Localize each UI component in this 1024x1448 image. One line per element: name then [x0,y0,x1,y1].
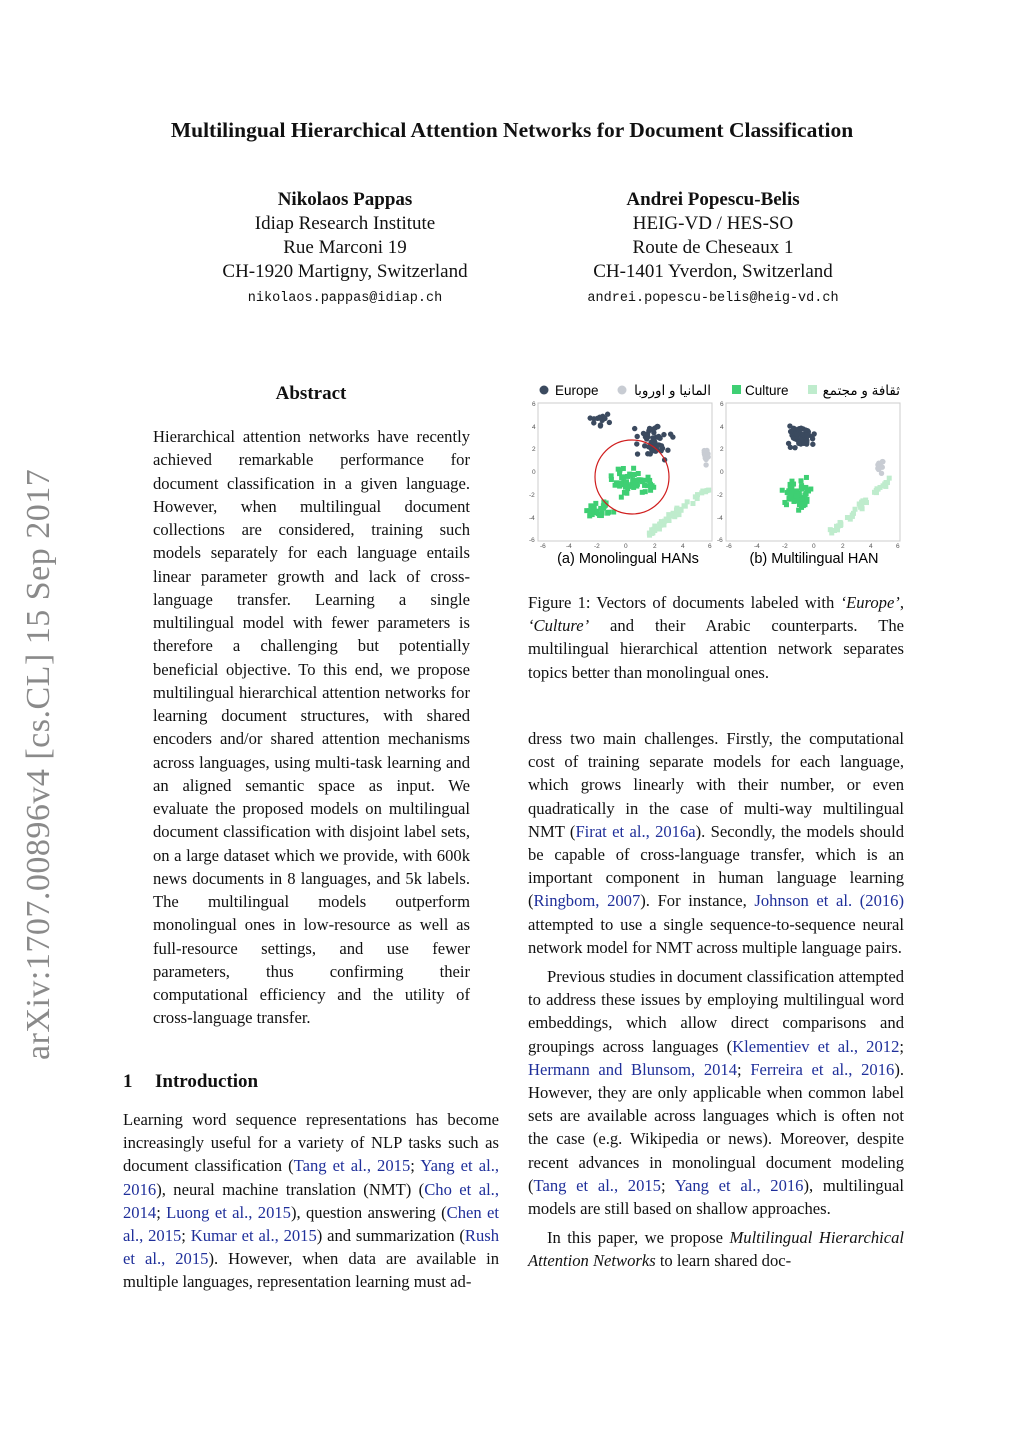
x-tick: -6 [726,543,732,550]
point-culture [619,495,624,500]
point-culture [588,511,593,516]
point-culture [791,499,796,504]
x-tick: 2 [841,543,845,550]
point-culture-ar [829,530,834,535]
x-tick: 6 [896,543,900,550]
point-europe [791,426,796,431]
citation-link[interactable]: Firat et al., 2016a [575,821,696,841]
arxiv-stamp: arXiv:1707.00896v4 [cs.CL] 15 Sep 2017 [20,468,57,1060]
point-europe [602,416,607,421]
point-culture-ar [685,499,690,504]
figure-caption: Figure 1: Vectors of documents labeled with ‘Europe’, ‘Culture’ and their Arabic counterparts. The multilingual hierarchical attention network separates topics better than monolingual ones. [528,593,904,682]
legend-marker-culture-ar [808,385,817,394]
author-block-1 [195,188,495,311]
author-affiliation: HEIG-VD / HES-SO [632,213,794,234]
point-culture [617,481,622,486]
point-culture [804,475,809,480]
y-tick: -6 [717,537,723,544]
citation-link[interactable]: Hermann and Blunsom, 2014 [528,1059,738,1079]
point-culture [790,489,795,494]
point-culture-ar [664,517,669,522]
x-tick: -2 [594,543,600,550]
citation-link[interactable]: Yang et al., 2016 [123,1156,499,1199]
point-culture [601,503,606,508]
point-europe-ar [875,466,880,471]
y-tick: 4 [532,424,536,431]
point-culture [646,475,651,480]
citation-link[interactable]: Cho et al., 2014 [123,1179,499,1222]
author-name: Andrei Popescu-Belis [626,189,800,210]
citation-link[interactable]: Johnson et al. (2016) [754,891,905,911]
point-culture-ar [690,501,695,506]
point-europe [635,451,640,456]
point-culture [636,471,641,476]
point-culture [636,477,641,482]
paragraph: Previous studies in document classification attempted to address these issues by employing multilingual word embeddings, which allow direct comparisons and groupings across languages (Klementiev et al., 2012; Hermann and Blunsom, 2014; Ferreira et al., 2016). However, they are only applicable when common label sets are available across languages which is often not the case (e.g. Wikipedia or news). Moreover, despite recent advances in monolingual document modeling (Tang et al., 2015; Yang et al., 2016), multilingual models are still based on shallow approaches. [528,967,904,1219]
section-number: 1 [123,1071,133,1092]
x-tick: 2 [653,543,657,550]
point-culture-ar [858,505,863,510]
legend-culture-ar: ثقافة و مجتمع [822,383,900,398]
point-europe-ar [703,453,708,458]
point-culture-ar [674,512,679,517]
author-address: Route de Cheseaux 1 [632,237,794,258]
point-culture [799,502,804,507]
point-culture-ar [864,500,869,505]
point-europe [607,420,612,425]
point-culture [605,511,610,516]
author-address: CH-1920 Martigny, Switzerland [222,261,468,282]
point-europe [796,439,801,444]
citation-link[interactable]: Kumar et al., 2015 [190,1226,317,1246]
citation-link[interactable]: Chen et al., 2015 [123,1202,500,1246]
point-culture [805,497,810,502]
point-culture [632,480,637,485]
point-culture [622,490,627,495]
point-europe [597,415,602,420]
point-culture [621,474,626,479]
x-tick: 0 [812,543,816,550]
point-europe [634,441,639,446]
point-culture [794,493,799,498]
point-culture-ar [885,480,890,485]
point-culture-ar [887,476,892,481]
paper-title: Multilingual Hierarchical Attention Networks for Document Classification [170,118,854,142]
subplot-b [726,403,900,541]
x-tick: 6 [708,543,712,550]
citation-link[interactable]: Klementiev et al., 2012 [732,1036,900,1056]
point-culture-ar [838,520,843,525]
y-tick: -4 [717,515,723,522]
y-tick: -2 [717,492,723,499]
point-europe [810,442,815,447]
point-europe [632,426,637,431]
section-heading [123,1071,258,1093]
point-culture [780,488,785,493]
point-culture-ar [845,515,850,520]
citation-link[interactable]: Luong et al., 2015 [166,1202,291,1222]
legend-europe: Europe [555,383,599,398]
figure-1 [528,375,908,575]
point-culture [649,484,654,489]
y-tick: 6 [720,401,724,408]
point-culture [799,485,804,490]
point-europe-ar [880,459,885,464]
x-tick: -6 [540,543,546,550]
y-tick: 0 [720,469,724,476]
point-culture [631,466,636,471]
author-address: Rue Marconi 19 [283,237,407,258]
subplot-a [538,403,712,541]
point-europe [803,427,808,432]
point-europe [644,436,649,441]
paragraph: Learning word sequence representations has become increasingly useful for a variety of NLP tasks such as document classification (Tang et al., 2015; Yang et al., 2016), neural machine translation (NMT) (Cho et al., 2014; Luong et al., 2015), question answering (Chen et al., 2015; Kumar et al., 2015) and summarization (Rush et al., 2015). However, when data are available in multiple languages, representation learning must ad- [123,1110,500,1292]
point-culture [609,477,614,482]
x-tick: 4 [681,543,685,550]
author-email[interactable]: nikolaos.pappas@idiap.ch [247,291,443,306]
point-culture [624,480,629,485]
subplot-label-b: (b) Multilingual HAN [749,551,879,567]
abstract-text: Hierarchical attention networks have recently achieved remarkable performance for document classification in a given language. However, when multilingual document collections are considered, training such models separately for each language entails linear parameter growth and lack of cross-language transfer. Learning a single multilingual model with fewer parameters is therefore a challenging but potentially beneficial objective. To this end, we propose multilingual hierarchical attention networks for learning document structures, with shared encoders and/or shared attention mechanisms across languages, using multi-task learning and an aligned semantic space as input. We evaluate the proposed models on multilingual document classification with disjoint label sets, on a large dataset which we provide, with 600k news documents in 8 languages, and 5k labels. The multilingual models outperform monolingual ones in low-resource as well as full-resource settings, and use fewer parameters, thus confirming their computational efficiency and the utility of cross-language transfer. [153,427,470,1028]
paragraph: dress two main challenges. Firstly, the computational cost of training separate models for each language, which grows linearly with their number, or even quadratically in the case of multi-way multilingual NMT (Firat et al., 2016a). Secondly, the models should be capable of cross-language transfer, which is an important component in human language learning (Ringbom, 2007). For instance, Johnson et al. (2016) attempted to use a single sequence-to-sequence neural network model for NMT across multiple language pairs. [528,729,905,957]
intro-right-column [528,727,904,1279]
point-culture-ar [703,489,708,494]
author-email[interactable]: andrei.popescu-belis@heig-vd.ch [587,291,839,306]
point-culture-ar [850,514,855,519]
author-block-2 [528,188,898,311]
point-europe [635,434,640,439]
point-culture [631,485,636,490]
citation-link[interactable]: Ringbom, 2007 [533,891,641,911]
point-culture [803,492,808,497]
x-tick: 0 [624,543,628,550]
x-tick: -4 [566,543,572,550]
point-europe [792,445,797,450]
point-culture [623,485,628,490]
y-tick: -4 [529,515,535,522]
y-tick: 2 [720,446,724,453]
point-culture-ar [878,485,883,490]
point-culture [790,482,795,487]
y-tick: 4 [720,424,724,431]
point-europe [598,422,603,427]
y-tick: 0 [532,469,536,476]
point-culture [787,495,792,500]
point-europe [648,451,653,456]
point-culture [645,483,650,488]
point-culture-ar [658,523,663,528]
paragraph: In this paper, we propose Multilingual Hierarchical Attention Networks to learn shared doc- [528,1228,905,1271]
plot-frame [538,403,712,541]
x-tick: -4 [754,543,760,550]
citation-link[interactable]: Rush et al., 2015 [123,1226,500,1269]
point-culture [621,466,626,471]
author-address: CH-1401 Yverdon, Switzerland [593,261,833,282]
author-name: Nikolaos Pappas [277,189,413,210]
plot-frame [726,403,900,541]
point-europe [656,435,661,440]
point-culture [594,509,599,514]
point-europe [665,448,670,453]
subplot-label-a: (a) Monolingual HANs [557,551,699,567]
point-culture [599,513,604,518]
intro-left-column [123,1108,499,1300]
point-europe-ar [879,471,884,476]
point-culture [799,478,804,483]
figure-scatter [528,375,908,575]
point-europe-ar [703,462,708,467]
point-culture [796,508,801,513]
point-europe [794,431,799,436]
section-title: Introduction [155,1071,259,1092]
citation-link[interactable]: Tang et al., 2015 [293,1156,411,1176]
y-tick: 6 [532,401,536,408]
point-culture [643,489,648,494]
point-culture-ar [695,492,700,497]
abstract-heading: Abstract [275,383,347,404]
citation-link[interactable]: Yang et al., 2016 [674,1175,804,1195]
legend-marker-europe [540,386,549,395]
point-europe [670,434,675,439]
x-tick: -2 [782,543,788,550]
point-europe [641,431,646,436]
legend-culture: Culture [745,383,789,398]
legend-europe-ar: المانيا و اوروبا [634,383,711,398]
point-europe [801,441,806,446]
point-europe [786,441,791,446]
legend-marker-culture [732,385,741,394]
point-culture-ar [647,531,652,536]
point-europe [810,436,815,441]
point-europe [650,427,655,432]
point-europe [659,443,664,448]
y-tick: -6 [529,537,535,544]
citation-link[interactable]: Ferreira et al., 2016 [750,1059,895,1079]
point-culture [593,501,598,506]
point-culture [616,467,621,472]
citation-link[interactable]: Tang et al., 2015 [533,1175,661,1195]
y-tick: 2 [532,446,536,453]
x-tick: 4 [869,543,873,550]
point-culture-ar [677,507,682,512]
author-affiliation: Idiap Research Institute [254,213,436,234]
point-culture [785,490,790,495]
y-tick: -2 [529,492,535,499]
legend-marker-europe-ar [618,386,627,395]
